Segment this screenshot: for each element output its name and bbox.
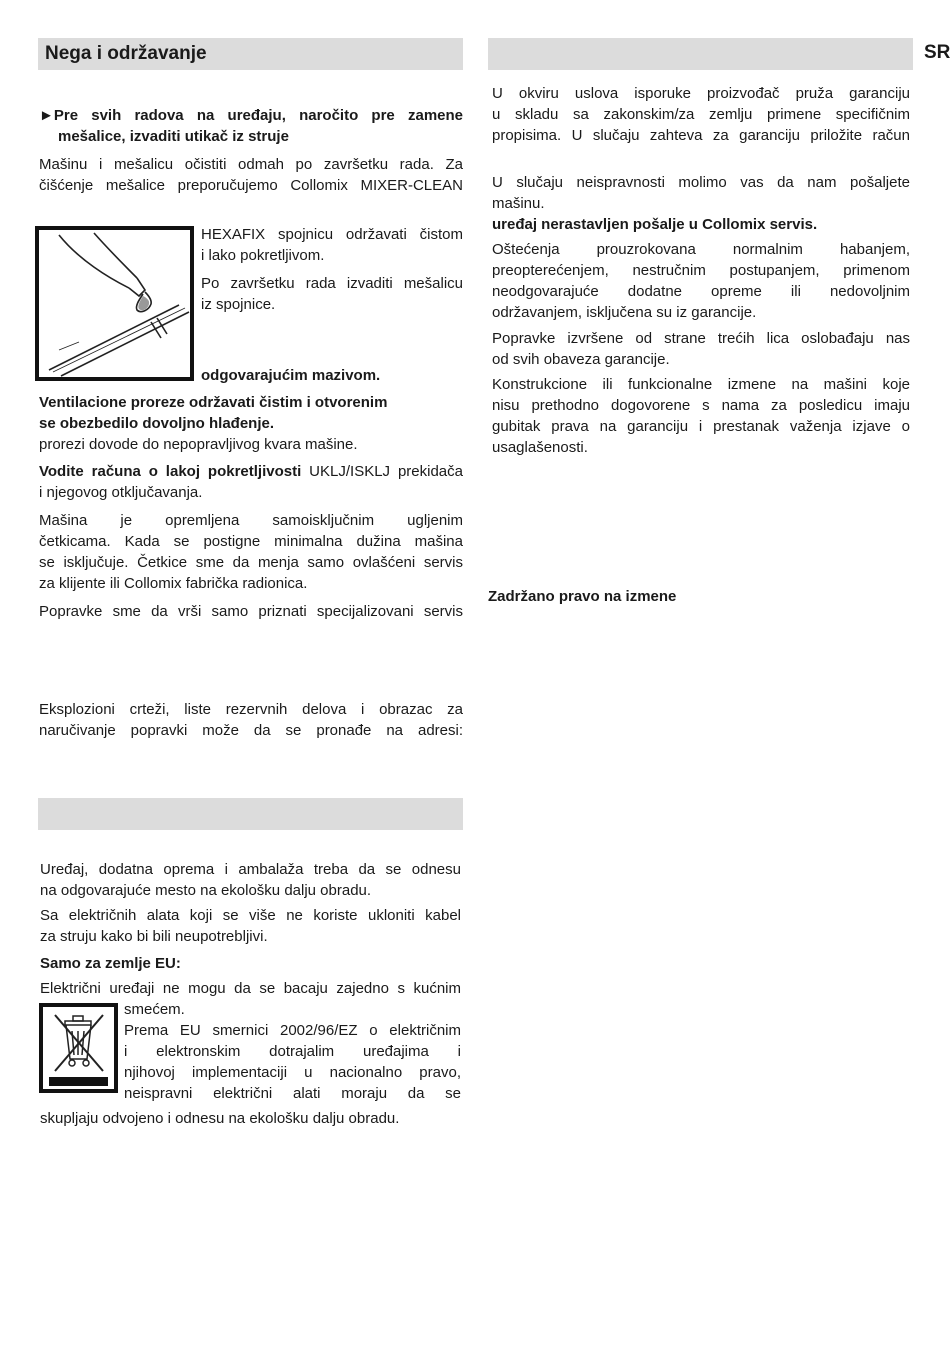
text-line: za struju kako bi bili neupotrebljivi. [40, 928, 268, 945]
coupling-lubrication-illustration [35, 226, 194, 381]
text-line: se obezbedilo dovoljno hlađenje. [39, 415, 275, 432]
cable-paragraph [40, 905, 461, 947]
text-line: Električni uređaji ne mogu da se bacaju zajedno s kućnim [40, 980, 461, 997]
text-line: u skladu sa zakonskim/za zemlju primene specifičnim [492, 106, 910, 123]
text-line: neodgovarajuće dodatne opreme ili nedovoljnim [492, 283, 910, 300]
text-line: njihovoj implementaciji u nacionalno pravo, [124, 1064, 461, 1081]
text-line: za klijente ili Collomix fabrička radionica. [39, 575, 308, 592]
eu-title [40, 953, 461, 974]
cleaning-paragraph [39, 154, 463, 196]
text-line: U slučaju neispravnosti molimo vas da nam pošaljete [492, 174, 910, 191]
defect-paragraph [492, 172, 910, 235]
warning-line: Pre svih radova na uređaju, naročito pre zamene [53, 107, 463, 124]
lubricant-tube-icon [39, 230, 190, 377]
text-line: Vodite računa o lakoj pokretljivosti [39, 463, 302, 480]
text-line: iz spojnice. [201, 296, 276, 313]
eu-last-line [40, 1108, 461, 1129]
text-line: održavanjem, isključena su iz garancije. [492, 304, 757, 321]
text-line: Samo za zemlje EU: [40, 955, 181, 972]
text-line: prorezi dovode do nepopravljivog kvara mašine. [39, 436, 358, 453]
text-line: i njegovog otključavanja. [39, 484, 203, 501]
weee-crossed-bin-icon [39, 1003, 118, 1093]
care-section-header [38, 38, 463, 70]
text-line: smećem. [124, 1001, 185, 1018]
remove-mixer-paragraph [201, 273, 463, 315]
text-line: Konstrukcione ili funkcionalne izmene na mašini koje [492, 376, 910, 393]
text-line: Uređaj, dodatna oprema i ambalaža treba da se odnesu [40, 861, 461, 878]
damage-paragraph [492, 239, 910, 323]
warranty-paragraph [492, 83, 910, 146]
text-line: neispravni električni alati moraju da se [124, 1085, 461, 1102]
text-line: i lako pokretljivom. [201, 247, 325, 264]
ventilation-paragraph [39, 392, 463, 455]
warranty-section-header [488, 38, 913, 70]
disposal-paragraph [40, 859, 461, 901]
disposal-section-header [38, 798, 463, 830]
text-line: UKLJ/ISKLJ prekidača [301, 463, 463, 480]
text-line: četkicama. Kada se postigne minimalna dužina mašina [39, 533, 463, 550]
warning-arrow-icon: ► [39, 107, 54, 124]
warning-line: mešalice, izvaditi utikač iz struje [58, 128, 289, 145]
construction-paragraph [492, 374, 910, 458]
text-line: naručivanje popravki može da se pronađe na adresi: [39, 722, 463, 739]
text-line: mašinu. [492, 195, 545, 212]
text-line: Ventilacione proreze održavati čistim i otvorenim [39, 394, 388, 411]
care-section-title: Nega i održavanje [45, 43, 207, 64]
text-line: Oštećenja prouzrokovana normalnim habanjem, [492, 241, 910, 258]
switch-paragraph [39, 461, 463, 503]
text-line: Prema EU smernici 2002/96/EZ o električnim [124, 1022, 461, 1039]
text-line: HEXAFIX spojnicu održavati čistom [201, 226, 463, 243]
text-line: čišćenje mešalice preporučujemo Collomix MIXER-CLEAN [39, 177, 463, 194]
crossed-bin-icon [43, 1007, 114, 1089]
text-line: preopterećenjem, nestručnim postupanjem, primenom [492, 262, 910, 279]
text-line: Popravke izvršene od strane trećih lica oslobađaju nas [492, 330, 910, 347]
text-line: odgovarajućim mazivom. [201, 367, 381, 384]
text-line: od svih obaveza garancije. [492, 351, 670, 368]
text-line: i elektronskim dotrajalim uređajima i [124, 1043, 461, 1060]
text-line: uređaj nerastavljen pošalje u Collomix servis. [492, 216, 818, 233]
repair-paragraph [39, 601, 463, 622]
text-line: Mašina je opremljena samoisključnim ugljenim [39, 512, 463, 529]
text-line: skupljaju odvojeno i odnesu na ekološku dalju obradu. [40, 1110, 400, 1127]
text-line: U okviru uslova isporuke proizvođač pruža garanciju [492, 85, 910, 102]
text-line: usaglašenosti. [492, 439, 588, 456]
warning-block [39, 105, 463, 147]
text-line: se isključuje. Četkice sme da menja samo ovlašćeni servis [39, 554, 463, 571]
language-tag: SR [924, 42, 950, 63]
eu-directive-paragraph [124, 999, 461, 1104]
text-line: na odgovarajuće mesto na ekološku dalju obradu. [40, 882, 372, 899]
text-line: Mašinu i mešalicu očistiti odmah po završetku rada. Za [39, 156, 463, 173]
text-line: Po završetku rada izvaditi mešalicu [201, 275, 463, 292]
third-party-paragraph [492, 328, 910, 370]
text-line: Eksplozioni crteži, liste rezervnih delova i obrazac za [39, 701, 463, 718]
exploded-drawings-paragraph [39, 699, 463, 741]
text-line: Zadržano pravo na izmene [488, 588, 677, 605]
hexafix-paragraph [201, 224, 463, 266]
eu-line-1 [40, 978, 461, 999]
rights-reserved-note [488, 586, 908, 607]
lubricant-line [201, 365, 463, 386]
text-line: gubitak prava na garanciju i prestanak važenja izjave o [492, 418, 910, 435]
text-line: Popravke sme da vrši samo priznati specijalizovani servis [39, 603, 463, 620]
text-line: Sa električnih alata koji se više ne koriste ukloniti kabel [40, 907, 461, 924]
text-line: propisima. U slučaju zahteva za garanciju priložite račun [492, 127, 910, 144]
text-line: nisu prethodno dogovorene s nama za posledicu imaju [492, 397, 910, 414]
brushes-paragraph [39, 510, 463, 594]
